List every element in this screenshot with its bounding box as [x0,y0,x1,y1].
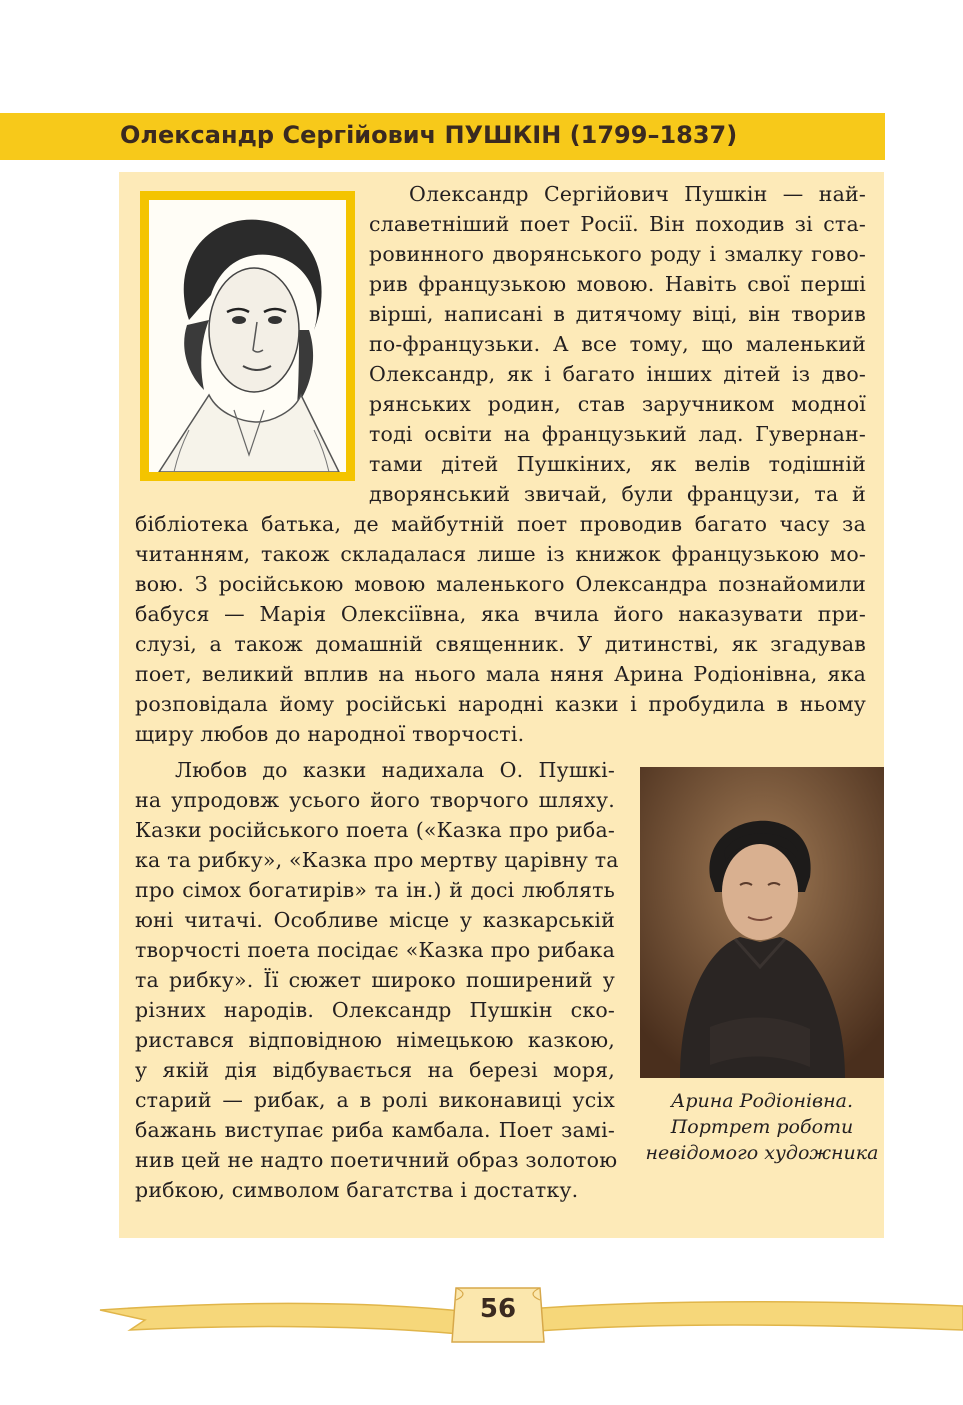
page-title: Олександр Сергійович ПУШКІН (1799–1837) [120,121,738,149]
text-line: Олександр, як і багато інших дітей із дво- [369,362,866,386]
text-line: Казки російського поета («Казка про риба- [135,818,615,842]
text-line: про сімох богатирів» та ін.) й досі люблять [135,878,615,902]
text-line: слузі, а також домашній священник. У дитинстві, як згадував [135,632,866,656]
text-line: ка та рибку», «Казка про мертву царівну та [135,848,619,872]
text-line: ристався відповідною німецькою казкою, [135,1028,615,1052]
text-line: тами дітей Пушкіних, як велів тодішній [369,452,866,476]
text-line: творчості поета посідає «Казка про рибака [135,938,615,962]
text-line: щиру любов до народної творчості. [135,722,525,746]
text-line: ровинного дворянського роду і змалку гово- [369,242,866,266]
text-line: вою. З російською мовою маленького Олександра познайомили [135,572,866,596]
text-line: тоді освіти на французький лад. Гувернан- [369,422,866,446]
text-line: юні читачі. Особливе місце у казкарській [135,908,615,932]
text-line: старий — рибак, а в ролі виконавиці усіх [135,1088,615,1112]
image-caption-line: Портрет роботи [670,1116,854,1138]
arina-portrait [640,767,884,1078]
text-line: дворянський звичай, були французи, та й [369,482,866,506]
text-line: Любов до казки надихала О. Пушкі- [175,758,615,782]
text-line: Олександр Сергійович Пушкін — най- [409,182,866,206]
page-number: 56 [479,1294,517,1324]
text-line: славетніший поет Росії. Він походив зі ста- [369,212,866,236]
text-line: поет, великий вплив на нього мала няня Арина Родіонівна, яка [135,662,866,686]
text-line: у якій дія відбувається на березі моря, [135,1058,615,1082]
text-line: різних народів. Олександр Пушкін ско- [135,998,615,1022]
text-line: розповідала йому російські народні казки і пробудила в ньому [135,692,866,716]
text-line: бабуся — Марія Олексіївна, яка вчила його наказувати при- [135,602,866,626]
text-line: бібліотека батька, де майбутній поет проводив багато часу за [135,512,866,536]
image-caption-line: Арина Родіонівна. [671,1090,853,1112]
text-line: рянських родин, став заручником модної [369,392,866,416]
text-line: читанням, також складалася лише із книжок французькою мо- [135,542,866,566]
text-line: нив цей не надто поетичний образ золотою [135,1148,618,1172]
text-line: по-французьки. А все тому, що маленький [369,332,866,356]
text-line: рибкою, символом багатства і достатку. [135,1178,579,1202]
pushkin-sketch-image [149,200,346,472]
text-line: бажань виступає риба камбала. Поет замі- [135,1118,615,1142]
image-caption-line: невідомого художника [645,1142,879,1164]
text-line: рив французькою мовою. Навіть свої перші [369,272,866,296]
text-line: вірші, написані в дитячому віці, він творив [369,302,866,326]
text-line: та рибку». Її сюжет широко поширений у [135,968,615,992]
text-line: на упродовж усього його творчого шляху. [135,788,615,812]
arina-painting-image [640,767,884,1078]
pushkin-portrait [140,191,355,481]
